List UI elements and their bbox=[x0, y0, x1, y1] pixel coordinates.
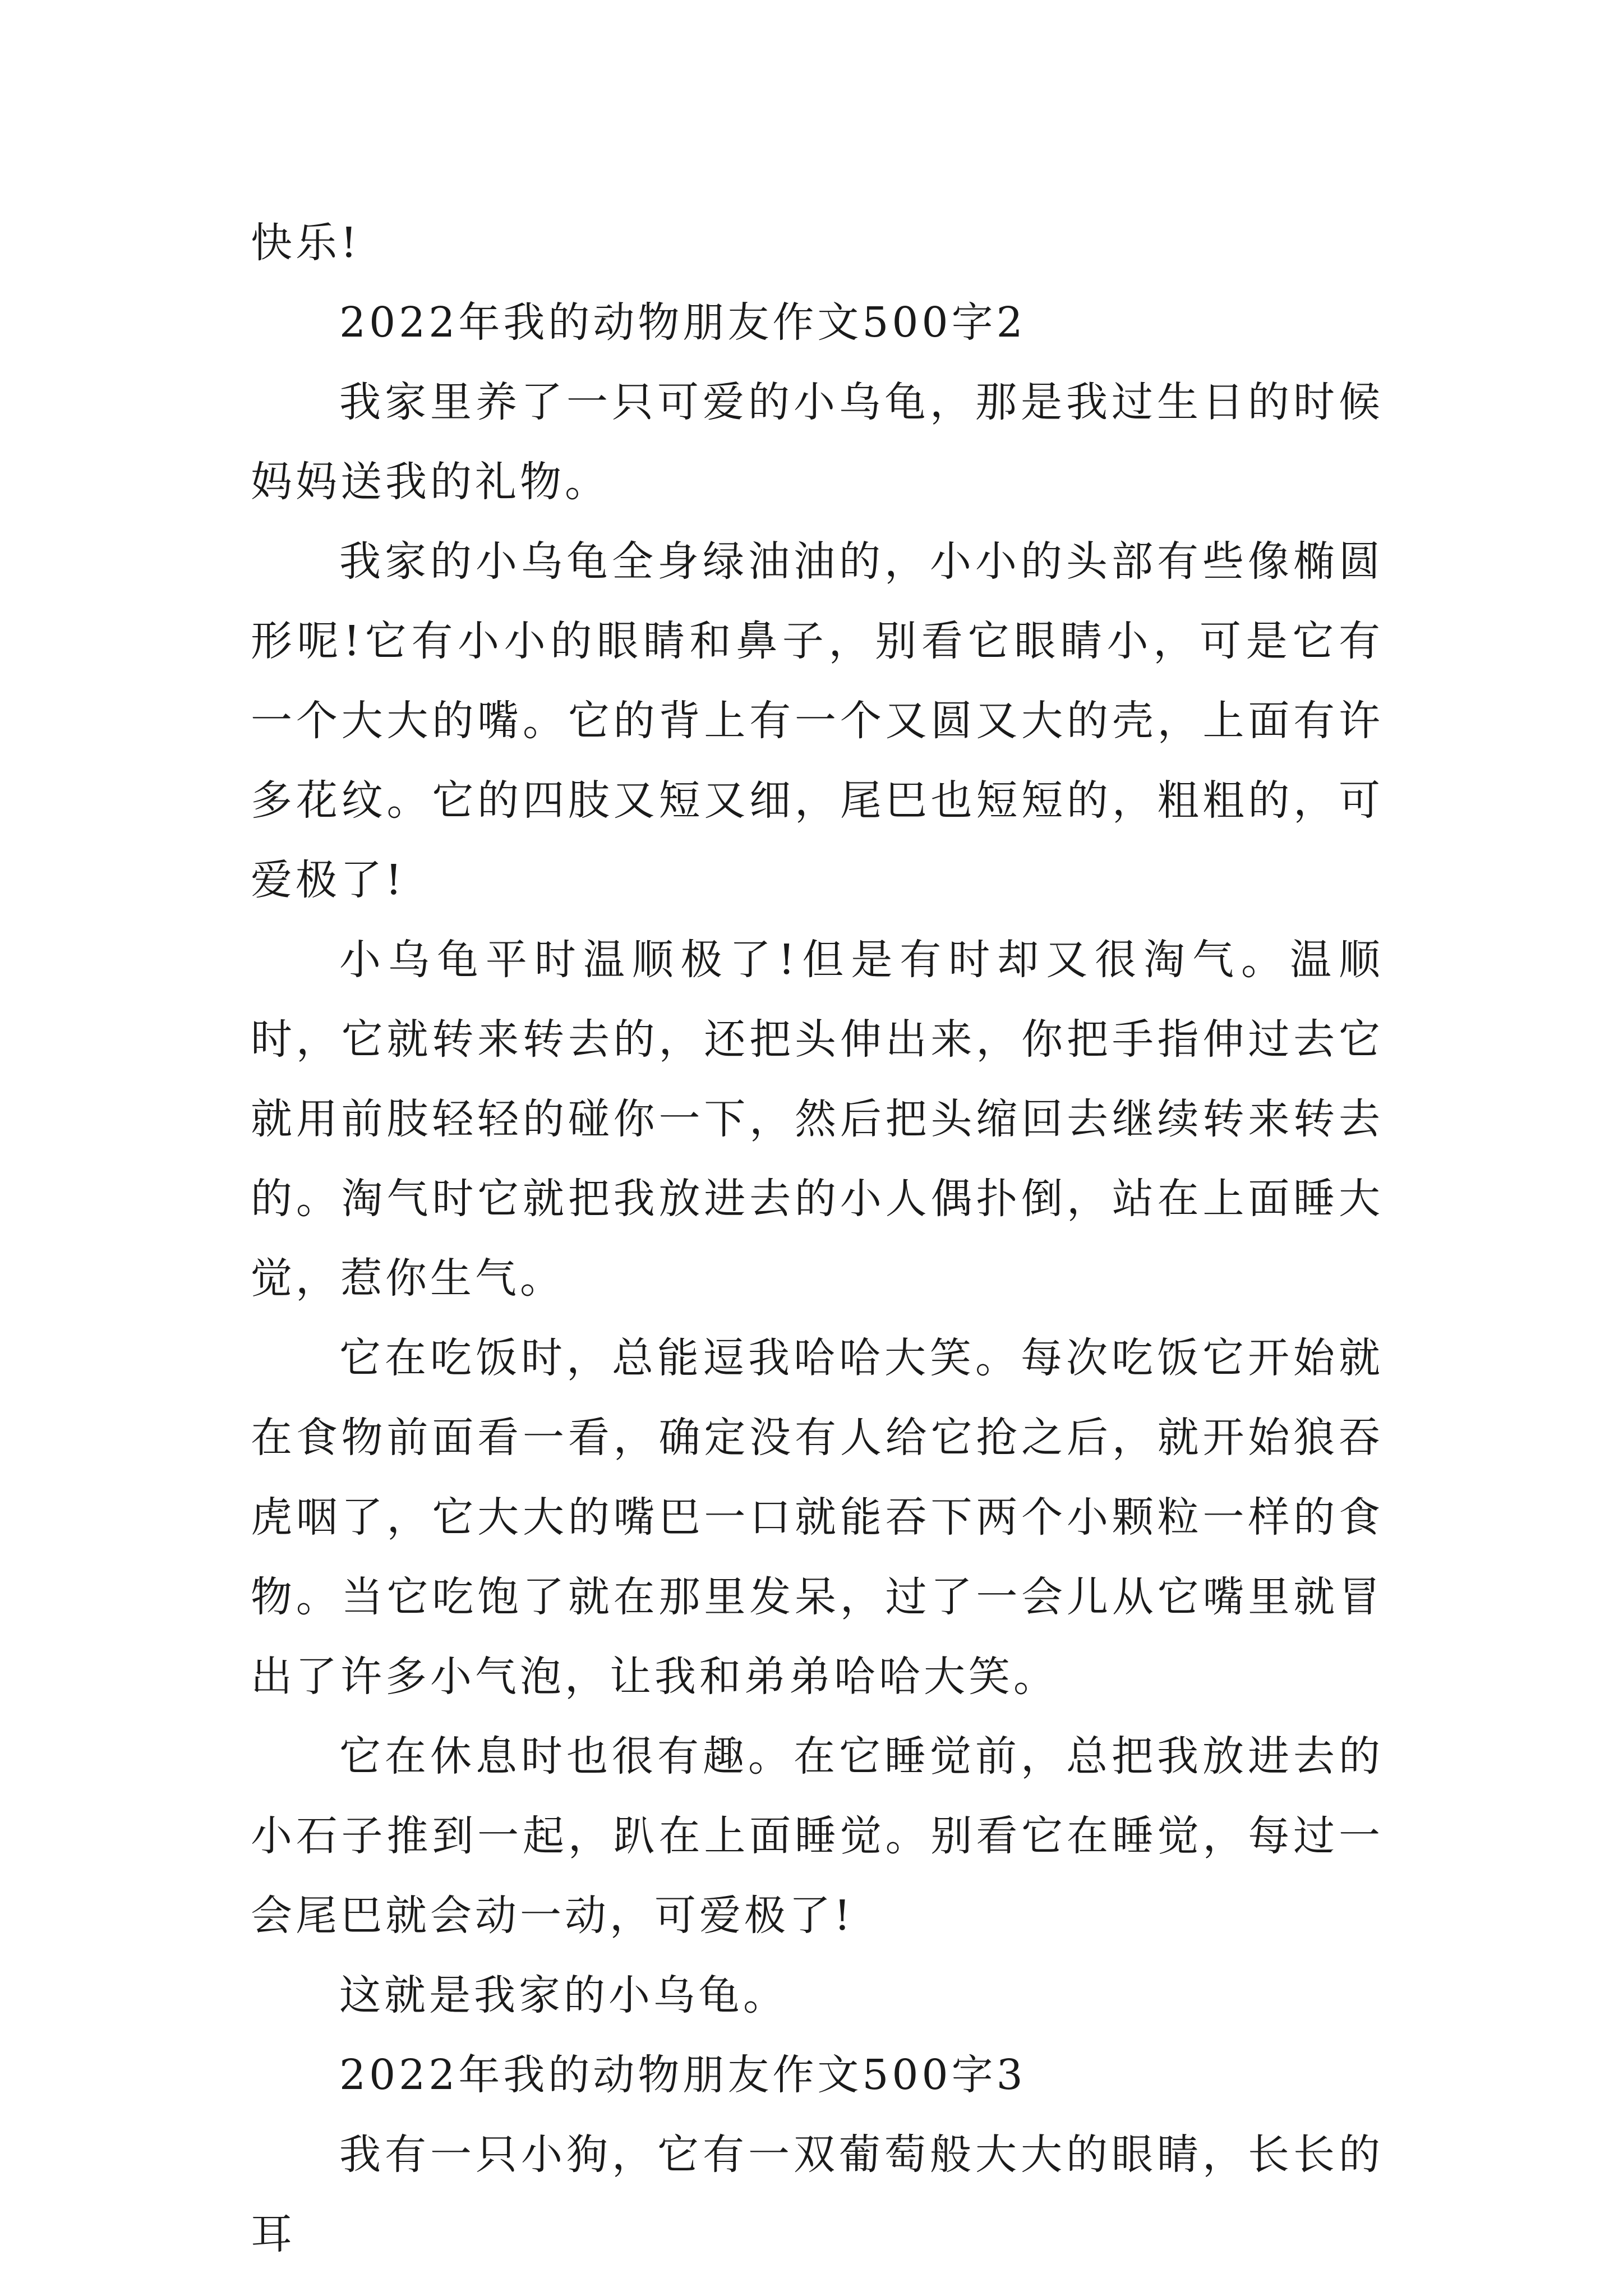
paragraph-continuation: 快乐! bbox=[251, 219, 361, 267]
paragraph: 小乌龟平时温顺极了!但是有时却又很淘气。温顺时，它就转来转去的，还把头伸出来，你把手指伸过去它就用前肢轻轻的碰你一下，然后把头缩回去继续转来转去的。淘气时它就把我放进去的小人偶扑倒，站在上面睡大觉，惹你生气。 bbox=[251, 936, 1384, 1303]
document-body bbox=[251, 203, 1384, 2274]
paragraph: 它在休息时也很有趣。在它睡觉前，总把我放进去的小石子推到一起，趴在上面睡觉。别看它在睡觉，每过一会尾巴就会动一动，可爱极了! bbox=[251, 1732, 1384, 1940]
paragraph: 我有一只小狗，它有一双葡萄般大大的眼睛，长长的耳 bbox=[251, 2131, 1384, 2258]
paragraph: 它在吃饭时，总能逗我哈哈大笑。每次吃饭它开始就在食物前面看一看，确定没有人给它抢之后，就开始狼吞虎咽了，它大大的嘴巴一口就能吞下两个小颗粒一样的食物。当它吃饱了就在那里发呆，过了一会儿从它嘴里就冒出了许多小气泡，让我和弟弟哈哈大笑。 bbox=[251, 1334, 1384, 1701]
paragraph: 我家的小乌龟全身绿油油的，小小的头部有些像椭圆形呢!它有小小的眼睛和鼻子，别看它眼睛小，可是它有一个大大的嘴。它的背上有一个又圆又大的壳，上面有许多花纹。它的四肢又短又细，尾巴也短短的，粗粗的，可爱极了! bbox=[251, 537, 1384, 904]
essay-heading-3: 2022年我的动物朋友作文500字3 bbox=[339, 2051, 1026, 2099]
paragraph: 我家里养了一只可爱的小乌龟，那是我过生日的时候妈妈送我的礼物。 bbox=[251, 378, 1384, 506]
paragraph: 这就是我家的小乌龟。 bbox=[339, 1971, 788, 2019]
essay-heading-2: 2022年我的动物朋友作文500字2 bbox=[339, 298, 1026, 347]
